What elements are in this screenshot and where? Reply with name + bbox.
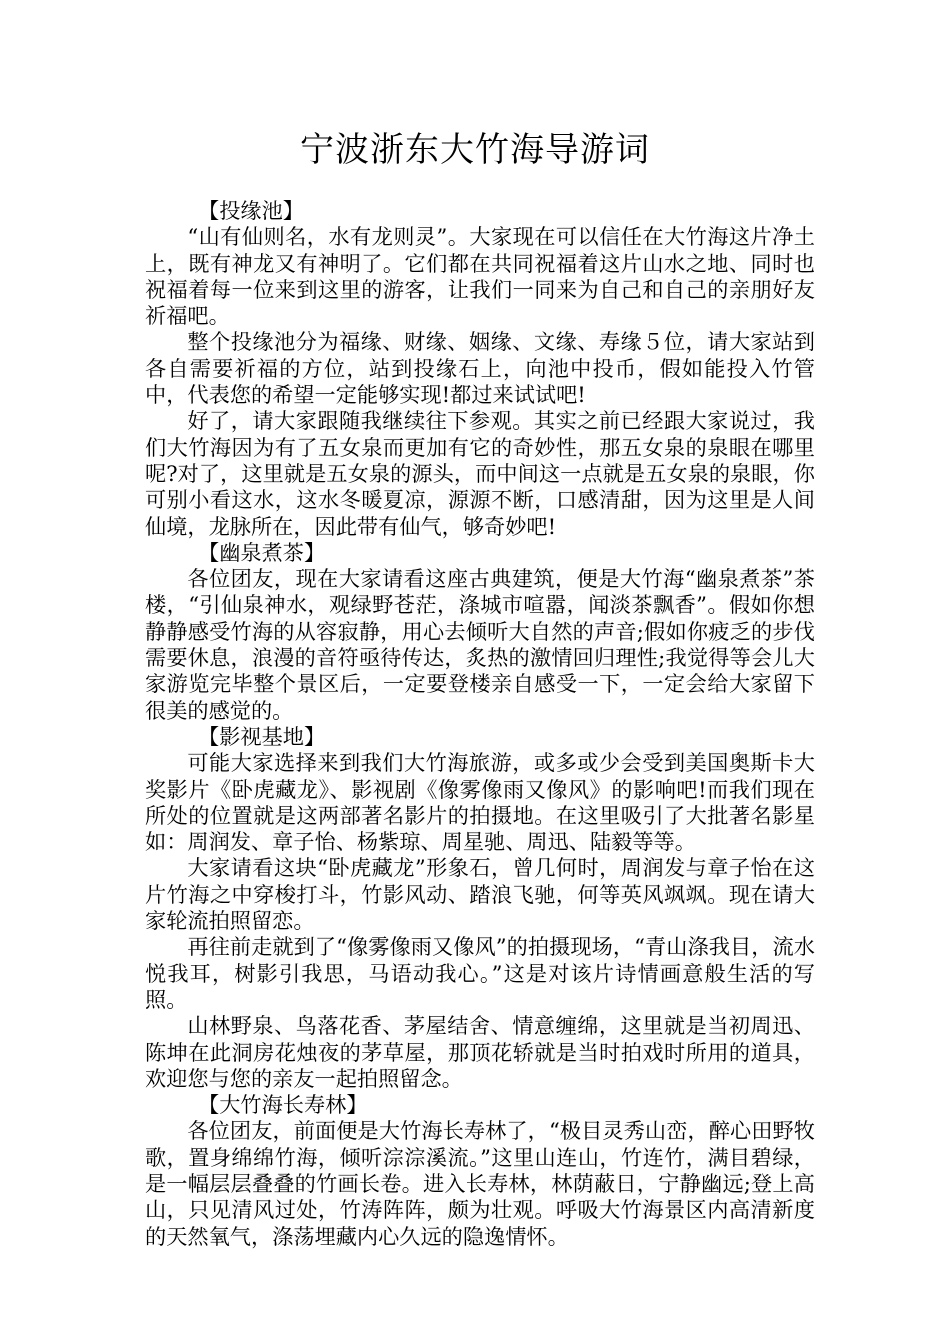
section-heading-youquanzhucha: 【幽泉煮茶】 [198,539,326,565]
body-paragraph: “山有仙则名，水有龙则灵”。大家现在可以信任在大竹海这片净土上，既有神龙又有神明了。它们都在共同祝福着这片山水之地、同时也祝福着每一位来到这里的游客，让我们一同来为自己和自己的亲朋好友祈福吧。 [145,224,815,329]
section-heading-changshoulin: 【大竹海长寿林】 [198,1092,368,1118]
body-paragraph: 各位团友，前面便是大竹海长寿林了，“极目灵秀山峦，醉心田野牧歌，置身绵绵竹海，倾听淙淙溪流。”这里山连山，竹连竹，满目碧绿，是一幅层层叠叠的竹画长卷。进入长寿林，林荫蔽日，宁静幽远;登上高山，只见清风过处，竹涛阵阵，颇为壮观。呼吸大竹海景区内高清新度的天然氧气，涤荡埋藏内心久远的隐逸情怀。 [145,1118,815,1249]
body-paragraph: 整个投缘池分为福缘、财缘、姻缘、文缘、寿缘５位，请大家站到各自需要祈福的方位，站到投缘石上，向池中投币，假如能投入竹管中，代表您的希望一定能够实现!都过来试试吧! [145,329,815,408]
section-heading-yingshijidi: 【影视基地】 [198,723,326,749]
document-title: 宁波浙东大竹海导游词 [300,130,650,170]
body-paragraph: 可能大家选择来到我们大竹海旅游，或多或少会受到美国奥斯卡大奖影片《卧虎藏龙》、影视剧《像雾像雨又像风》的影响吧!而我们现在所处的位置就是这两部著名影片的拍摄地。在这里吸引了大批著名影星如：周润发、章子怡、杨紫琼、周星驰、周迅、陆毅等等。 [145,750,815,855]
document-body [145,198,815,1250]
section-heading-touyuanchi: 【投缘池】 [198,198,304,223]
body-paragraph: 大家请看这块“卧虎藏龙”形象石，曾几何时，周润发与章子怡在这片竹海之中穿梭打斗，竹影风动、踏浪飞驰，何等英风飒飒。现在请大家轮流拍照留恋。 [145,855,815,934]
body-paragraph: 山林野泉、鸟落花香、茅屋结舍、情意缠绵，这里就是当初周迅、陈坤在此洞房花烛夜的茅草屋，那顶花轿就是当时拍戏时所用的道具，欢迎您与您的亲友一起拍照留念。 [145,1013,815,1091]
body-paragraph: 各位团友，现在大家请看这座古典建筑，便是大竹海“幽泉煮茶”茶楼，“引仙泉神水，观绿野苍茫，涤城市喧嚣，闻淡茶飘香”。假如你想静静感受竹海的从容寂静，用心去倾听大自然的声音;假如你疲乏的步伐需要休息，浪漫的音符亟待传达，炙热的激情回归理性;我觉得等会儿大家游览完毕整个景区后，一定要登楼亲自感受一下，一定会给大家留下很美的感觉的。 [145,566,815,723]
body-paragraph: 好了，请大家跟随我继续往下参观。其实之前已经跟大家说过，我们大竹海因为有了五女泉而更加有它的奇妙性，那五女泉的泉眼在哪里呢?对了，这里就是五女泉的源头，而中间这一点就是五女泉的泉眼，你可别小看这水，这水冬暖夏凉，源源不断，口感清甜，因为这里是人间仙境，龙脉所在，因此带有仙气，够奇妙吧! [145,408,815,539]
body-paragraph: 再往前走就到了“像雾像雨又像风”的拍摄现场，“青山涤我目，流水悦我耳，树影引我思，马语动我心。”这是对该片诗情画意般生活的写照。 [145,934,815,1012]
